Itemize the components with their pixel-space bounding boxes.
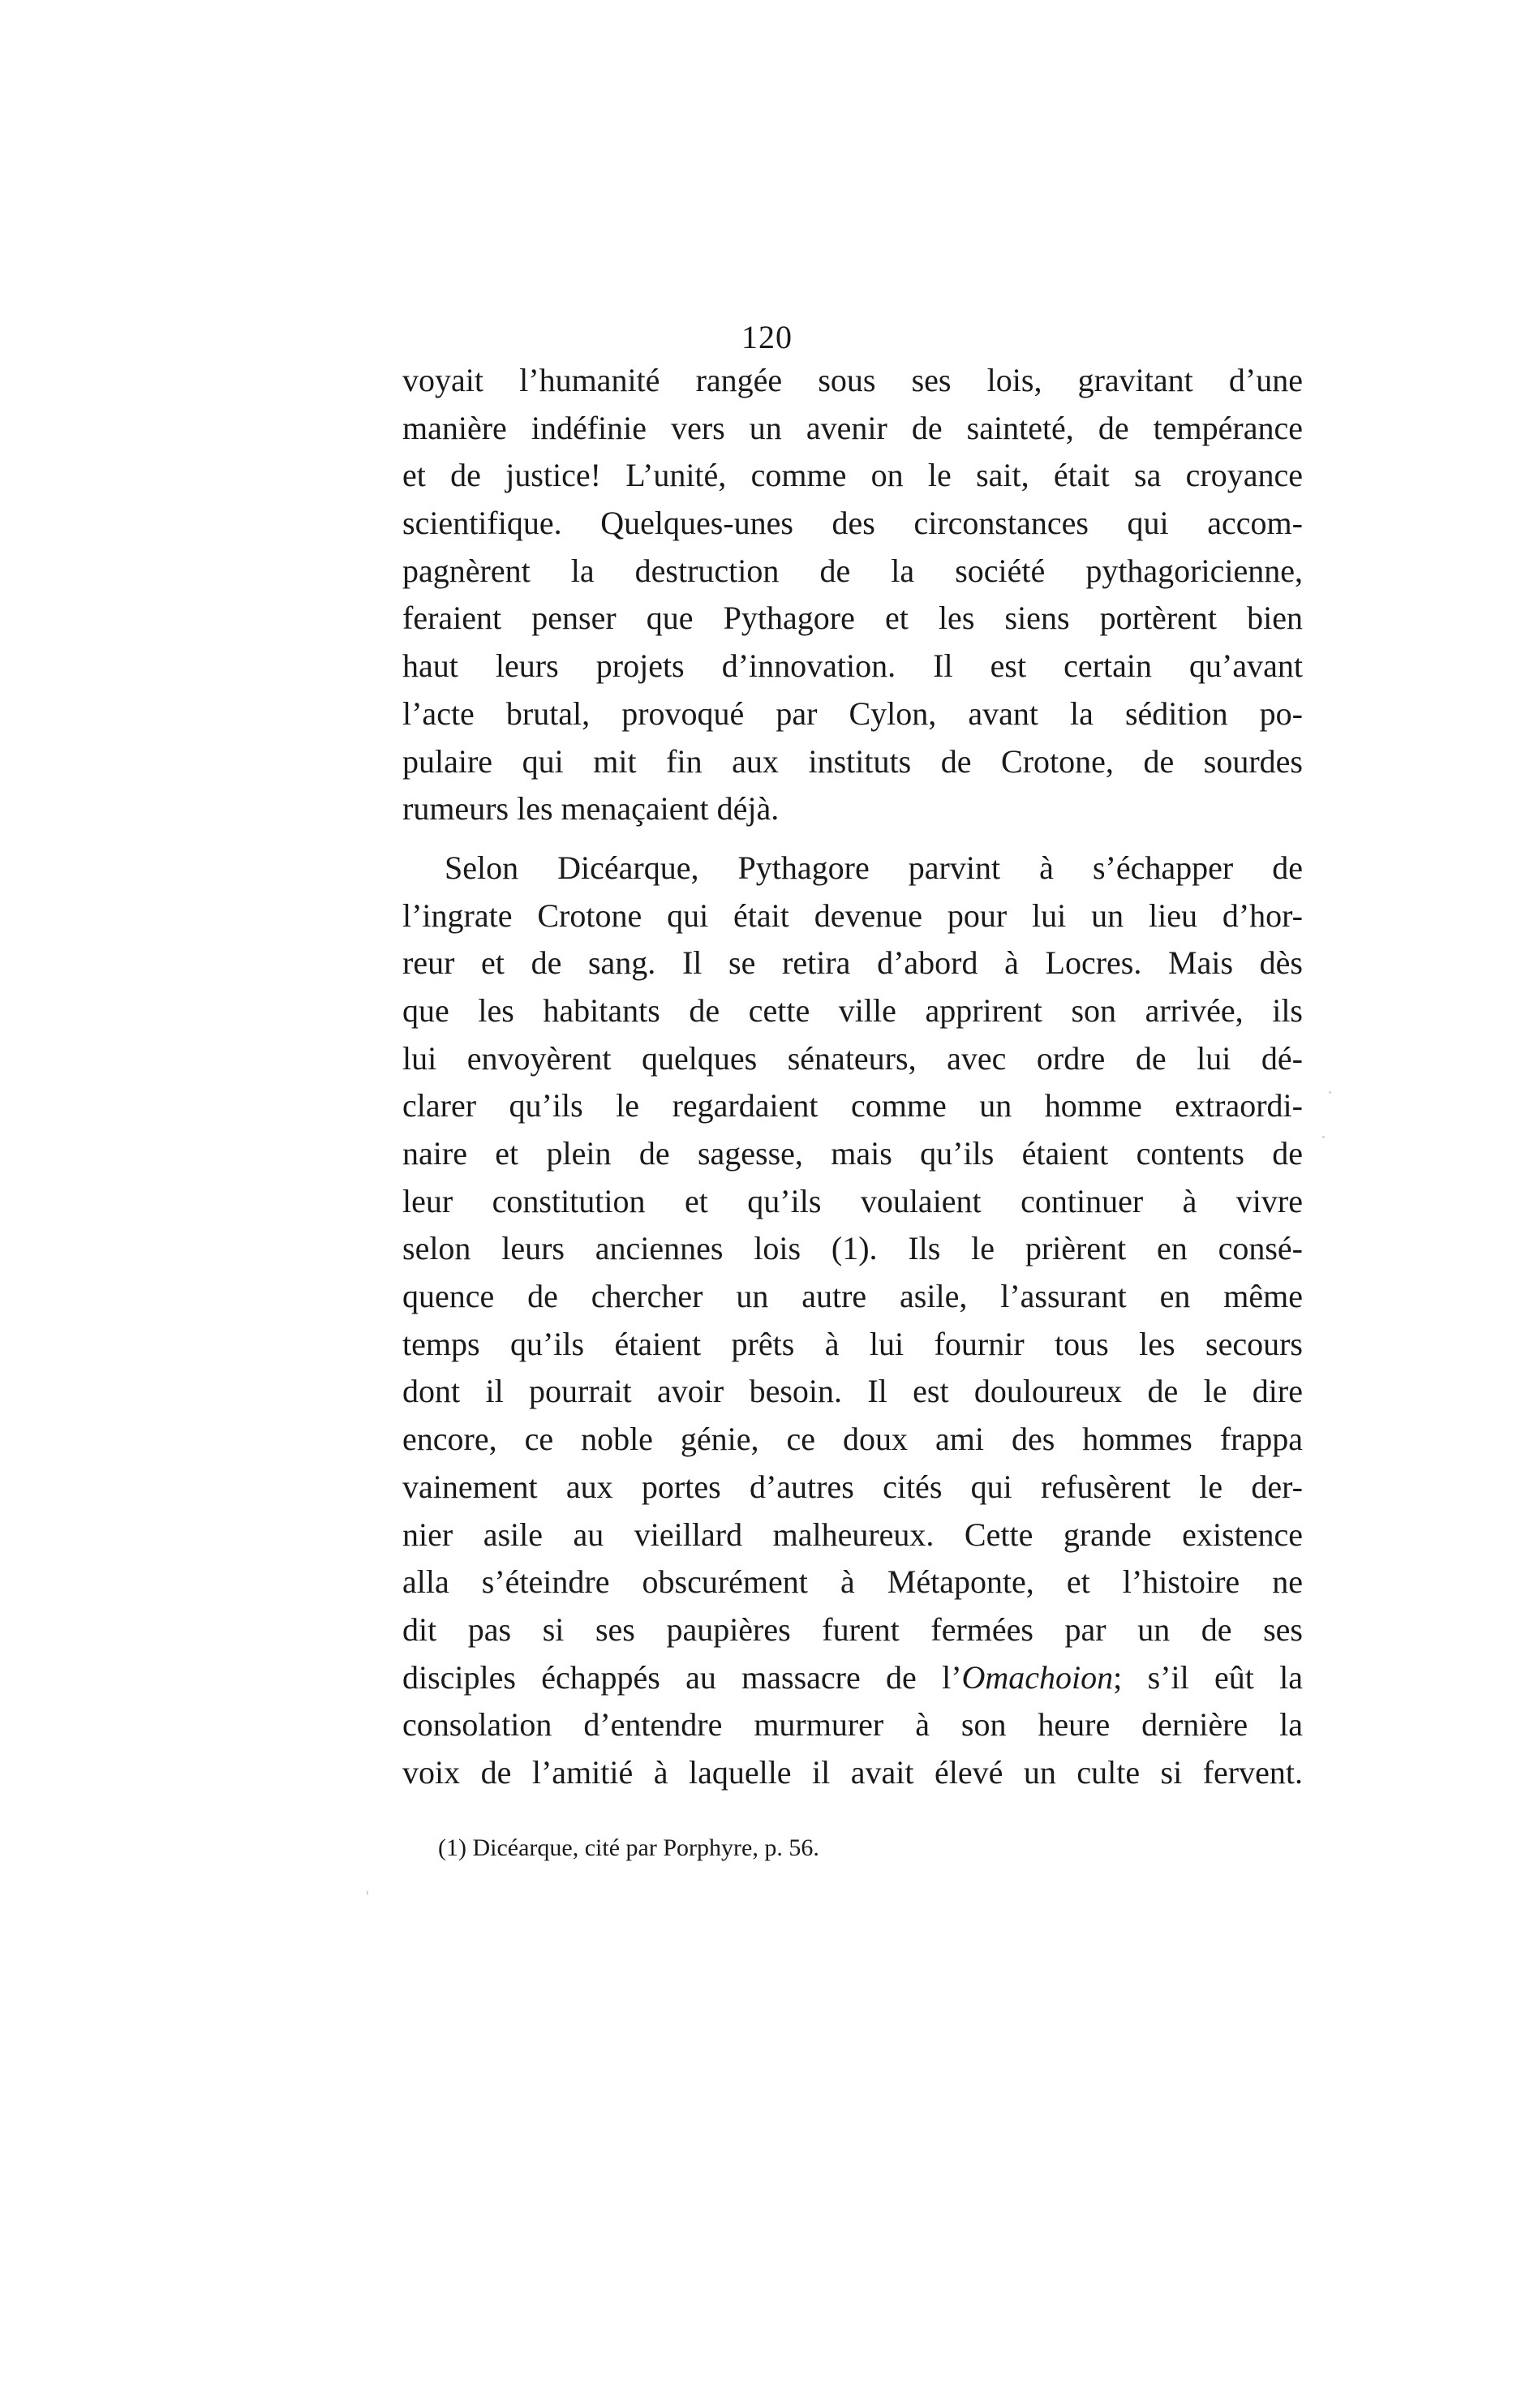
text-line-with-italic	[402, 1654, 1303, 1702]
text-line: lui envoyèrent quelques sénateurs, avec ordre de lui dé-	[402, 1039, 1303, 1077]
text-line: quence de chercher un autre asile, l’assurant en même	[402, 1278, 1303, 1315]
text-line: Selon Dicéarque, Pythagore parvint à s’échapper de	[445, 849, 1303, 886]
text-line: temps qu’ils étaient prêts à lui fournir tous les secours	[402, 1325, 1303, 1362]
text-line: leur constitution et qu’ils voulaient continuer à vivre	[402, 1182, 1303, 1219]
text-line: scientifique. Quelques-unes des circonstances qui accom-	[402, 505, 1303, 542]
page-number: 120	[741, 319, 793, 355]
paper-speck	[367, 1890, 368, 1895]
italic-term: Omachoion	[961, 1658, 1114, 1696]
text-line: dit pas si ses paupières furent fermées par un de ses	[402, 1610, 1303, 1648]
text-line: pulaire qui mit fin aux instituts de Crotone, de sourdes	[402, 742, 1303, 780]
text-line: consolation d’entendre murmurer à son heure dernière la	[402, 1706, 1303, 1744]
text-line: reur et de sang. Il se retira d’abord à Locres. Mais dès	[402, 944, 1303, 982]
text-line: voyait l’humanité rangée sous ses lois, gravitant d’une	[402, 362, 1303, 398]
paper-speck	[1329, 1091, 1331, 1094]
text-line: clarer qu’ils le regardaient comme un homme extraordi-	[402, 1087, 1303, 1124]
text-line: encore, ce noble génie, ce doux ami des hommes frappa	[402, 1421, 1303, 1458]
text-segment: ; s’il eût la	[1113, 1658, 1303, 1696]
text-line: alla s’éteindre obscurément à Métaponte, et l’histoire ne	[402, 1563, 1303, 1601]
text-line: que les habitants de cette ville apprirent son arrivée, ils	[402, 991, 1303, 1029]
text-line: haut leurs projets d’innovation. Il est certain qu’avant	[402, 647, 1303, 685]
text-line: feraient penser que Pythagore et les siens portèrent bien	[402, 600, 1303, 637]
text-line: nier asile au vieillard malheureux. Cette grande existence	[402, 1516, 1303, 1553]
text-line: naire et plein de sagesse, mais qu’ils étaient contents de	[402, 1135, 1303, 1172]
text-line: voix de l’amitié à laquelle il avait élevé un culte si fervent.	[402, 1753, 1303, 1791]
text-line: l’ingrate Crotone qui était devenue pour lui un lieu d’hor-	[402, 897, 1303, 934]
paper-speck	[1322, 1136, 1325, 1138]
text-line: manière indéfinie vers un avenir de sainteté, de tempérance	[402, 409, 1303, 446]
text-line: dont il pourrait avoir besoin. Il est douloureux de le dire	[402, 1373, 1303, 1410]
text-segment: disciples échappés au massacre de l’	[402, 1658, 962, 1696]
text-line: selon leurs anciennes lois (1). Ils le prièrent en consé-	[402, 1230, 1303, 1267]
text-line: vainement aux portes d’autres cités qui refusèrent le der-	[402, 1468, 1303, 1505]
body-text	[402, 357, 1303, 1797]
text-line: rumeurs les menaçaient déjà.	[402, 790, 780, 828]
footnote: (1) Dicéarque, cité par Porphyre, p. 56.	[438, 1834, 819, 1861]
text-line: pagnèrent la destruction de la société pythagoricienne,	[402, 552, 1303, 589]
text-line: l’acte brutal, provoqué par Cylon, avant la sédition po-	[402, 694, 1303, 732]
text-line: et de justice! L’unité, comme on le sait, était sa croyance	[402, 457, 1303, 494]
